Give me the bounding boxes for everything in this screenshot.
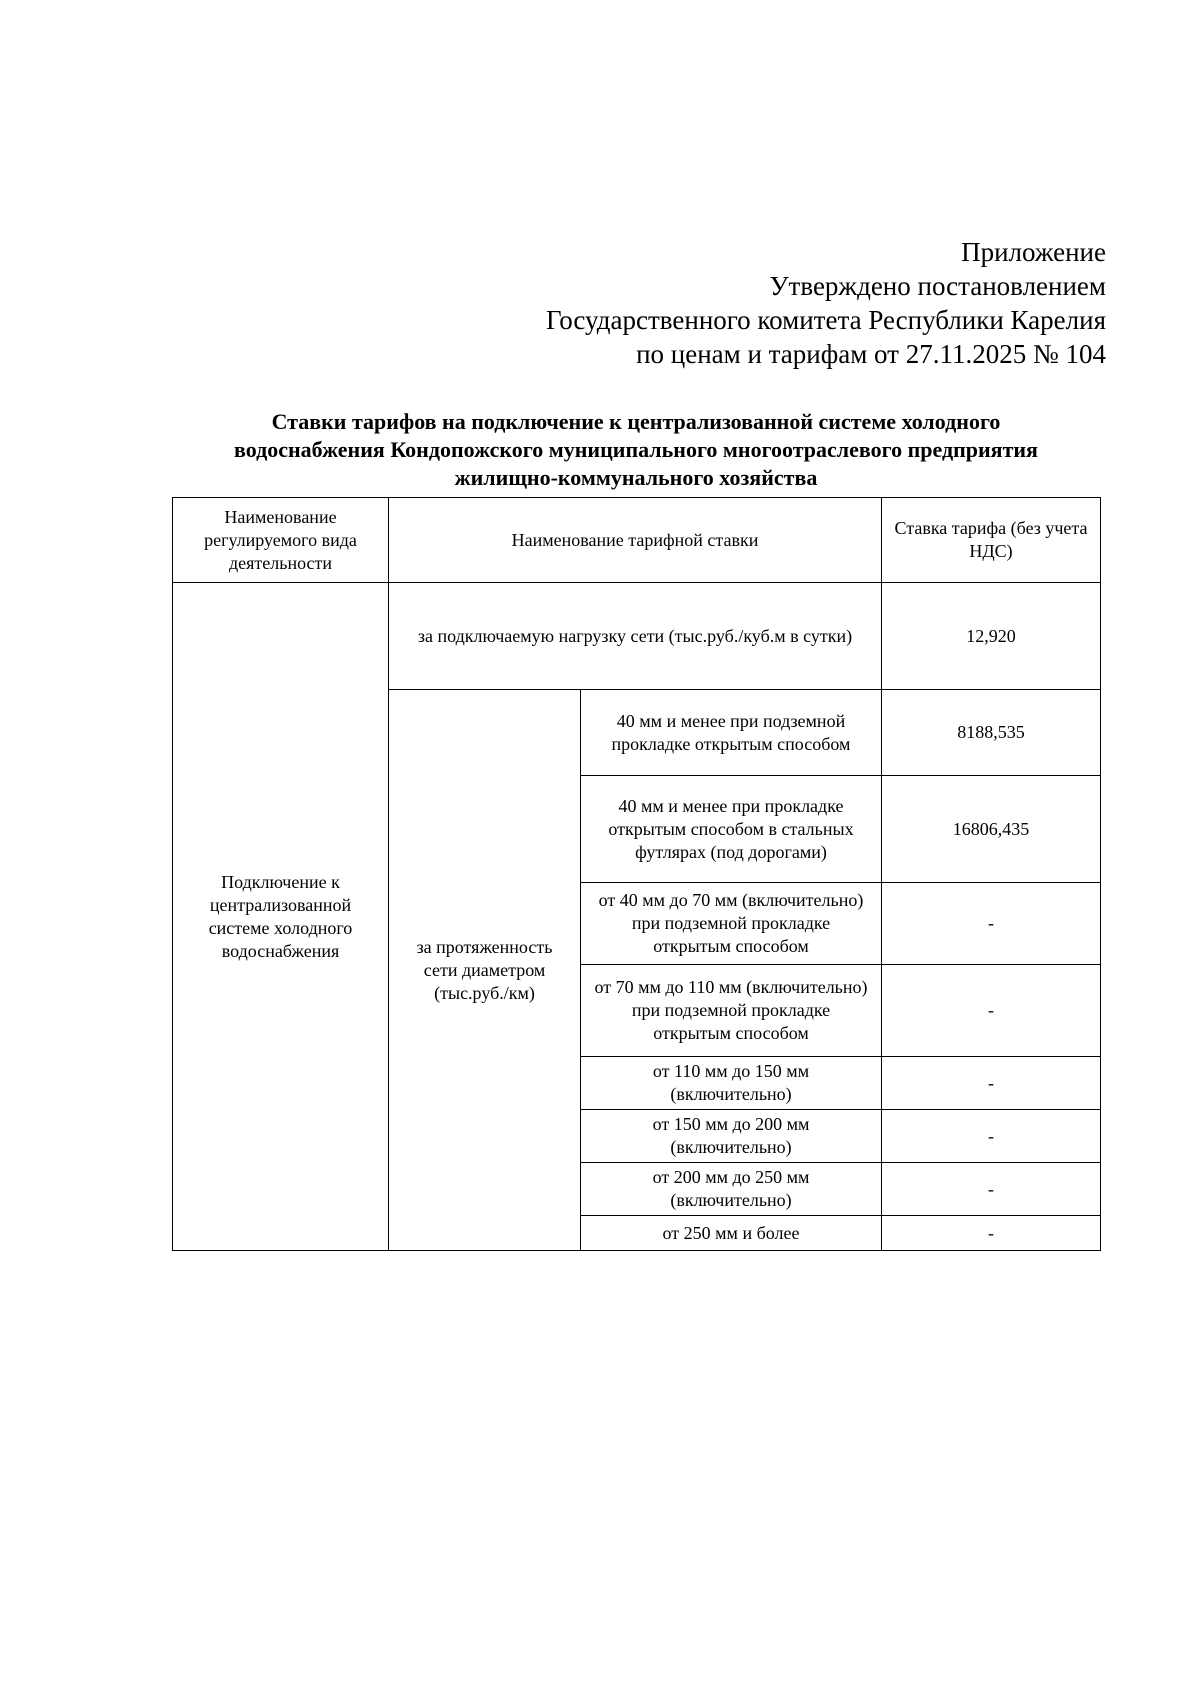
diameter-value: - [882, 965, 1101, 1057]
diameter-value: - [882, 1110, 1101, 1163]
diameter-value: - [882, 1057, 1101, 1110]
diameter-label: от 250 мм и более [581, 1216, 882, 1251]
table-row [173, 583, 1101, 690]
diameter-value: - [882, 1216, 1101, 1251]
diameter-label: 40 мм и менее при прокладке открытым способом в стальных футлярах (под дорогами) [581, 776, 882, 883]
load-rate-label: за подключаемую нагрузку сети (тыс.руб./куб.м в сутки) [389, 583, 882, 690]
diameter-label: от 110 мм до 150 мм (включительно) [581, 1057, 882, 1110]
diameter-value: - [882, 1163, 1101, 1216]
title-line-3: жилищно-коммунального хозяйства [454, 465, 818, 490]
tariff-table [172, 497, 1101, 1251]
diameter-label: от 200 мм до 250 мм (включительно) [581, 1163, 882, 1216]
table-header-row [173, 498, 1101, 583]
header-rate-value: Ставка тарифа (без учета НДС) [882, 498, 1101, 583]
diameter-value: 8188,535 [882, 690, 1101, 776]
authority-line: Государственного комитета Республики Карелия [545, 305, 1106, 335]
approval-header [546, 235, 1106, 371]
diameter-label: 40 мм и менее при подземной прокладке открытым способом [581, 690, 882, 776]
diameter-value: - [882, 883, 1101, 965]
header-rate-name: Наименование тарифной ставки [389, 498, 882, 583]
diameter-label: от 70 мм до 110 мм (включительно) при подземной прокладке открытым способом [581, 965, 882, 1057]
diameter-label: от 40 мм до 70 мм (включительно) при подземной прокладке открытым способом [581, 883, 882, 965]
title-line-1: Ставки тарифов на подключение к централизованной системе холодного [271, 409, 1001, 434]
appendix-label: Приложение [961, 237, 1106, 267]
resolution-date-line: по ценам и тарифам от 27.11.2025 № 104 [636, 339, 1106, 369]
diameter-value: 16806,435 [882, 776, 1101, 883]
title-line-2: водоснабжения Кондопожского муниципального многоотраслевого предприятия [234, 437, 1038, 462]
approval-line: Утверждено постановлением [769, 271, 1106, 301]
load-rate-value: 12,920 [882, 583, 1101, 690]
header-activity: Наименование регулируемого вида деятельности [173, 498, 389, 583]
length-rate-label: за протяженность сети диаметром (тыс.руб./км) [389, 690, 581, 1251]
document-title [173, 408, 1099, 492]
activity-cell: Подключение к централизованной системе холодного водоснабжения [173, 583, 389, 1251]
diameter-label: от 150 мм до 200 мм (включительно) [581, 1110, 882, 1163]
